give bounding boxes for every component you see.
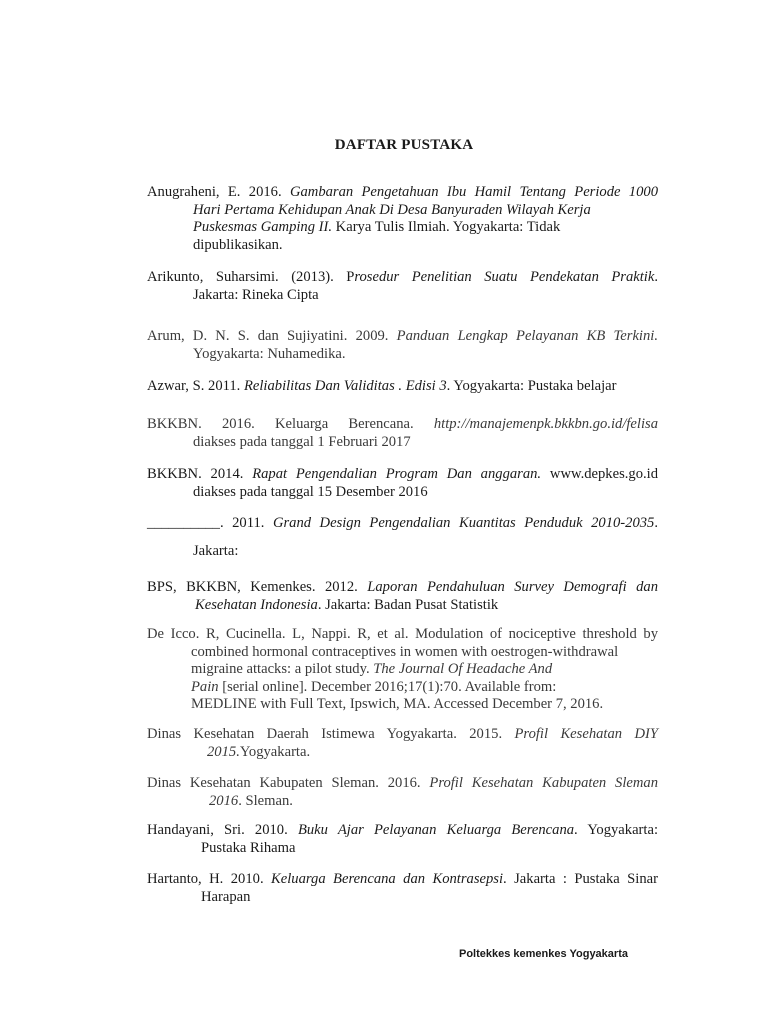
reference-first-line: [147, 775, 658, 793]
reference-text: . Yogyakarta: Pustaka belajar: [446, 378, 617, 394]
reference-text: . Sleman.: [238, 792, 293, 809]
reference-text: combined hormonal contraceptives in women with oestrogen-withdrawal: [191, 643, 619, 660]
reference-text: BKKBN. 2014.: [147, 466, 253, 482]
reference-title-text: Profil Kesehatan DIY: [514, 726, 658, 742]
reference-title-text: Panduan Lengkap Pelayanan KB Terkini.: [396, 328, 658, 344]
reference-text: Yogyakarta.: [239, 743, 311, 760]
reference-text: De Icco. R, Cucinella. L, Nappi. R, et al. Modulation of nociceptive threshold by: [147, 626, 658, 642]
reference-text: [serial online]. December 2016;17(1):70. Available from:: [218, 678, 557, 695]
reference-text: diakses pada tanggal 1 Februari 2017: [193, 433, 411, 450]
reference-text: Arikunto, Suharsimi. (2013). P: [147, 269, 355, 285]
reference-continuation-line: [147, 840, 658, 858]
reference-first-line: [147, 515, 658, 533]
reference-text: www.depkes.go.id: [541, 466, 658, 482]
reference-first-line: [147, 626, 658, 644]
reference-text: diakses pada tanggal 15 Desember 2016: [193, 483, 428, 500]
reference-continuation-line: [147, 202, 658, 220]
reference-title-text: rosedur Penelitian Suatu Pendekatan Praktik: [354, 269, 655, 285]
reference-entry-anugraheni: [147, 184, 658, 254]
reference-text: BKKBN. 2016. Keluarga Berencana.: [147, 416, 434, 432]
reference-text: .: [654, 269, 658, 285]
reference-continuation-line: [147, 287, 658, 305]
reference-title-text: Buku Ajar Pelayanan Keluarga Berencana: [297, 822, 575, 838]
reference-title-text: 2015.: [207, 743, 240, 760]
reference-text: dipublikasikan.: [193, 236, 283, 253]
reference-text: Yogyakarta: Nuhamedika.: [193, 345, 346, 362]
reference-continuation-line: [147, 661, 658, 679]
reference-text: Dinas Kesehatan Kabupaten Sleman. 2016.: [147, 775, 430, 791]
reference-entry-bps: [147, 579, 658, 614]
reference-entry-bkkbn-2016: [147, 416, 658, 451]
reference-first-line: [147, 328, 658, 346]
reference-continuation-line: [147, 597, 658, 615]
reference-first-line: [147, 822, 658, 840]
reference-title-text: Hari Pertama Kehidupan Anak Di Desa Banyuraden Wilayah Kerja: [193, 201, 591, 218]
reference-first-line: [147, 184, 658, 202]
page-title: DAFTAR PUSTAKA: [334, 137, 474, 153]
reference-text: Handayani, Sri. 2010.: [147, 822, 298, 838]
reference-first-line: [147, 416, 658, 434]
reference-text: MEDLINE with Full Text, Ipswich, MA. Accessed December 7, 2016.: [191, 696, 604, 712]
reference-title-text: Pain: [191, 678, 219, 695]
reference-title-text: Kesehatan Indonesia: [195, 596, 318, 613]
reference-text: Harapan: [201, 888, 251, 905]
reference-first-line: [147, 269, 658, 287]
reference-first-line: [147, 871, 658, 889]
reference-first-line: [147, 579, 658, 597]
reference-title-text: 2016: [209, 792, 239, 809]
reference-entry-hartanto: [147, 871, 658, 906]
reference-continuation-line: [147, 543, 658, 561]
reference-continuation-line: [147, 219, 658, 237]
reference-title-text: Gambaran Pengetahuan Ibu Hamil Tentang Periode 1000: [289, 184, 658, 200]
reference-entry-arum: [147, 328, 658, 363]
reference-text: Dinas Kesehatan Daerah Istimewa Yogyakarta. 2015.: [147, 726, 515, 742]
reference-continuation-line: [147, 696, 658, 714]
reference-text: Jakarta:: [193, 542, 239, 559]
reference-title-text: Puskesmas Gamping II.: [193, 219, 333, 235]
reference-title-text: http://manajemenpk.bkkbn.go.id/felisa: [433, 416, 658, 432]
reference-text: __________. 2011.: [147, 515, 273, 531]
reference-text: Azwar, S. 2011.: [147, 378, 244, 394]
reference-text: . Jakarta: Badan Pusat Statistik: [317, 596, 499, 613]
reference-first-line: [147, 378, 658, 396]
reference-entry-de-icco: [147, 626, 658, 714]
reference-text: Arum, D. N. S. dan Sujiyatini. 2009.: [147, 328, 397, 344]
reference-continuation-line: [147, 434, 658, 452]
reference-text: migraine attacks: a pilot study.: [191, 661, 374, 677]
reference-title-text: Keluarga Berencana dan Kontrasepsi: [271, 871, 504, 887]
reference-continuation-line: [147, 744, 658, 762]
reference-continuation-line: [147, 679, 658, 697]
reference-entry-handayani: [147, 822, 658, 857]
reference-continuation-line: [147, 346, 658, 364]
reference-first-line: [147, 726, 658, 744]
reference-title-text: The Journal Of Headache And: [373, 661, 553, 677]
reference-continuation-line: [147, 793, 658, 811]
reference-text: Hartanto, H. 2010.: [147, 871, 272, 887]
reference-title-text: Rapat Pengendalian Program Dan anggaran.: [252, 466, 542, 482]
reference-text: Anugraheni, E. 2016.: [147, 184, 290, 200]
reference-continuation-line: [147, 237, 658, 255]
page-footer: Poltekkes kemenkes Yogyakarta: [459, 948, 628, 960]
reference-entry-dinkes-sleman: [147, 775, 658, 810]
reference-text: Jakarta: Rineka Cipta: [193, 286, 319, 303]
reference-text: Karya Tulis Ilmiah. Yogyakarta: Tidak: [332, 219, 561, 235]
reference-text: BPS, BKKBN, Kemenkes. 2012.: [147, 579, 368, 595]
reference-entry-bkkbn-2011: [147, 515, 658, 560]
reference-continuation-line: [147, 644, 658, 662]
reference-title-text: Reliabilitas Dan Validitas . Edisi 3: [243, 378, 447, 394]
reference-text: Pustaka Rihama: [201, 839, 296, 856]
reference-first-line: [147, 466, 658, 484]
reference-text: . Jakarta : Pustaka Sinar: [503, 871, 658, 887]
reference-continuation-line: [147, 484, 658, 502]
reference-entry-dinkes-diy: [147, 726, 658, 761]
reference-entry-arikunto: [147, 269, 658, 304]
reference-continuation-line: [147, 889, 658, 907]
reference-entry-bkkbn-2014: [147, 466, 658, 501]
reference-title-text: Grand Design Pengendalian Kuantitas Penduduk 2010-2035: [272, 515, 655, 531]
reference-title-text: Profil Kesehatan Kabupaten Sleman: [429, 775, 658, 791]
reference-text: .: [654, 515, 658, 531]
reference-title-text: Laporan Pendahuluan Survey Demografi dan: [367, 579, 658, 595]
reference-text: . Yogyakarta:: [574, 822, 659, 838]
reference-entry-azwar: [147, 378, 658, 396]
